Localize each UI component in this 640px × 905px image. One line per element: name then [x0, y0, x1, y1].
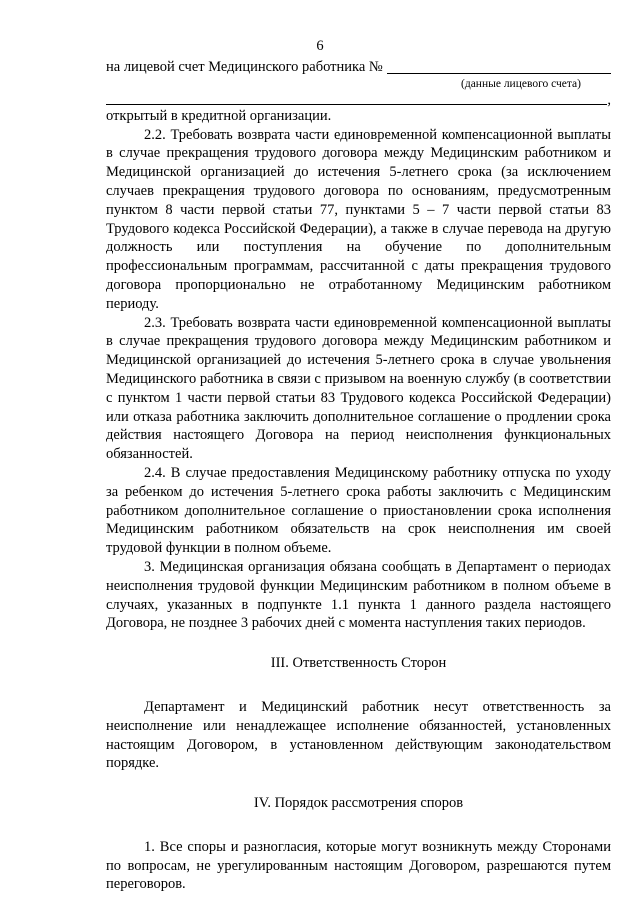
paragraph-2-3: 2.3. Требовать возврата части единовременной компенсационной выплаты в случае прекращения трудового договора между Медицинским работником и Медицинской организацией до истечения 5-летнего срока в случае увольнения Медицинского работника в связи с призывом на военную службу (в соответствии с пунктом 1 части первой статьи 83 Трудового кодекса Российской Федерации) или отказа работника заключить дополнительное соглашение о продлении срока действия настоящего Договора на период неисполнения функциональных обязанностей.	[106, 314, 611, 463]
paragraph-3: 3. Медицинская организация обязана сообщать в Департамент о периодах неисполнения трудовой функции Медицинским работником в полном объеме в случаях, указанных в подпункте 1.1 пункта 1 данного раздела настоящего Договора, не позднее 3 рабочих дней с момента наступления таких периодов.	[106, 558, 611, 632]
paragraph-liability: Департамент и Медицинский работник несут ответственность за неисполнение или ненадлежащее исполнение обязанностей, установленных настоящим Договором, в установленном действующим законодательством порядке.	[106, 698, 611, 772]
spacer	[106, 813, 611, 838]
section-heading-disputes: IV. Порядок рассмотрения споров	[253, 795, 464, 812]
paragraph-disputes: 1. Все споры и разногласия, которые могут возникнуть между Сторонами по вопросам, не урегулированным настоящим Договором, разрешаются путем переговоров.	[106, 838, 611, 893]
paragraph-opened: открытый в кредитной организации.	[106, 107, 332, 124]
spacer	[106, 773, 611, 794]
account-continuation-line	[106, 91, 611, 107]
page-number: 6	[316, 38, 324, 54]
spacer	[106, 633, 611, 654]
spacer	[106, 673, 611, 698]
document-body	[106, 58, 611, 894]
paragraph-2-2: 2.2. Требовать возврата части единовременной компенсационной выплаты в случае прекращения трудового договора между Медицинским работником и Медицинской организацией до истечения 5-летнего срока (за исключением случаев прекращения трудового договора по основаниям, предусмотренным пунктом 8 части первой статьи 77, пунктами 5 – 7 части первой статьи 83 Трудового кодекса Российской Федерации), а также в случае перевода на другую должность или поступления на обучение по дополнительным профессиональным программам, рассчитанной с даты прекращения трудового договора пропорционально не отработанному Медицинским работником периоду.	[106, 126, 611, 312]
account-data-caption: (данные лицевого счета)	[461, 77, 581, 90]
account-number-line	[106, 58, 611, 77]
account-continuation-blank	[106, 104, 607, 105]
paragraph-2-4: 2.4. В случае предоставления Медицинскому работнику отпуска по уходу за ребенком до истечения 5-летнего срока работы заключить с Медицинским работником дополнительное соглашение о приостановлении срока исполнения Медицинским работником обязательств на срок неисполнения им своей трудовой функции в полном объеме.	[106, 464, 611, 557]
account-continuation-comma: ,	[607, 91, 611, 108]
account-number-label: на лицевой счет Медицинского работника №	[106, 59, 383, 75]
account-number-blank	[387, 59, 611, 74]
section-heading-liability: III. Ответственность Сторон	[270, 655, 447, 672]
